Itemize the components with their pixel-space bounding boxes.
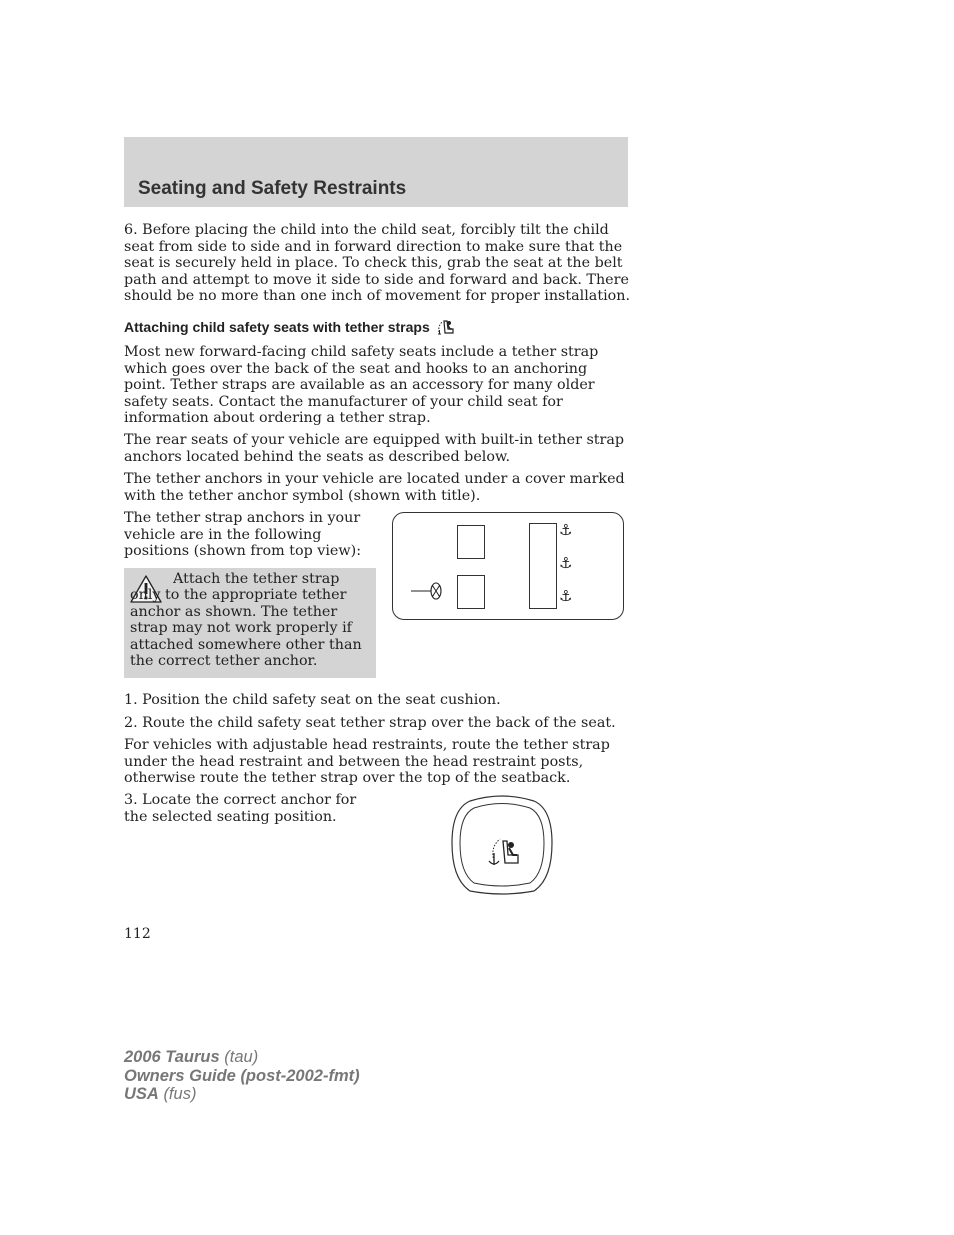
footer-model-code: (tau) bbox=[224, 1048, 259, 1066]
section-title: Seating and Safety Restraints bbox=[138, 178, 407, 199]
front-seat-right bbox=[457, 575, 485, 609]
subheading-text: Attaching child safety seats with tether straps bbox=[124, 319, 430, 335]
rear-bench-seat bbox=[529, 523, 557, 609]
step-6-paragraph: 6. Before placing the child into the child seat, forcibly tilt the child seat from side to side and in forward direction to make sure that the seat is securely held in place. To check this, grab the seat at the belt path and attempt to move it side to side and forward and back. There should be no more than one inch of movement for proper installation. bbox=[124, 222, 630, 305]
page-number: 112 bbox=[124, 926, 151, 942]
child-seat-icon bbox=[436, 318, 456, 336]
step-1-paragraph: 1. Position the child safety seat on the seat cushion. bbox=[124, 692, 501, 708]
step-3-paragraph: 3. Locate the correct anchor for the selected seating position. bbox=[124, 792, 357, 825]
rear-seats-paragraph: The rear seats of your vehicle are equipped with built-in tether strap anchors located behind the seats as described below. bbox=[124, 432, 625, 465]
tether-intro-paragraph: Most new forward-facing child safety seats include a tether strap which goes over the back of the seat and hooks to an anchoring point. Tether straps are available as an accessory for many older safety seats. Contact the manufacturer of your child seat for information about ordering a tether strap. bbox=[124, 344, 599, 427]
anchor-cover-paragraph: The tether anchors in your vehicle are located under a cover marked with the tether anchor symbol (shown with title). bbox=[124, 471, 625, 504]
anchor-icon-right: ⚓ bbox=[559, 587, 573, 605]
anchor-positions-paragraph: The tether strap anchors in your vehicle are in the following positions (shown from top view): bbox=[124, 510, 362, 560]
anchor-icon-center: ⚓ bbox=[559, 554, 573, 572]
footer-market-code: (fus) bbox=[163, 1085, 197, 1103]
front-seat-left bbox=[457, 525, 485, 559]
step-2-paragraph: 2. Route the child safety seat tether strap over the back of the seat. bbox=[124, 715, 616, 731]
steering-wheel-icon bbox=[409, 579, 449, 603]
footer-market: USA bbox=[124, 1085, 159, 1103]
tether-anchor-cover-icon bbox=[450, 795, 554, 895]
warning-text: Attach the tether strap only to the appropriate tether anchor as shown. The tether strap may not work properly if attached somewhere other than the correct tether anchor. bbox=[130, 571, 362, 670]
footer bbox=[124, 1048, 360, 1104]
anchor-position-diagram bbox=[392, 512, 624, 620]
anchor-icon-left: ⚓ bbox=[559, 521, 573, 539]
head-restraint-paragraph: For vehicles with adjustable head restraints, route the tether strap under the head restraint and between the head restraint posts, otherwise route the tether strap over the top of the seatback. bbox=[124, 737, 610, 787]
footer-model: 2006 Taurus bbox=[124, 1048, 220, 1066]
subheading bbox=[124, 318, 456, 336]
footer-guide: Owners Guide (post-2002-fmt) bbox=[124, 1066, 360, 1085]
